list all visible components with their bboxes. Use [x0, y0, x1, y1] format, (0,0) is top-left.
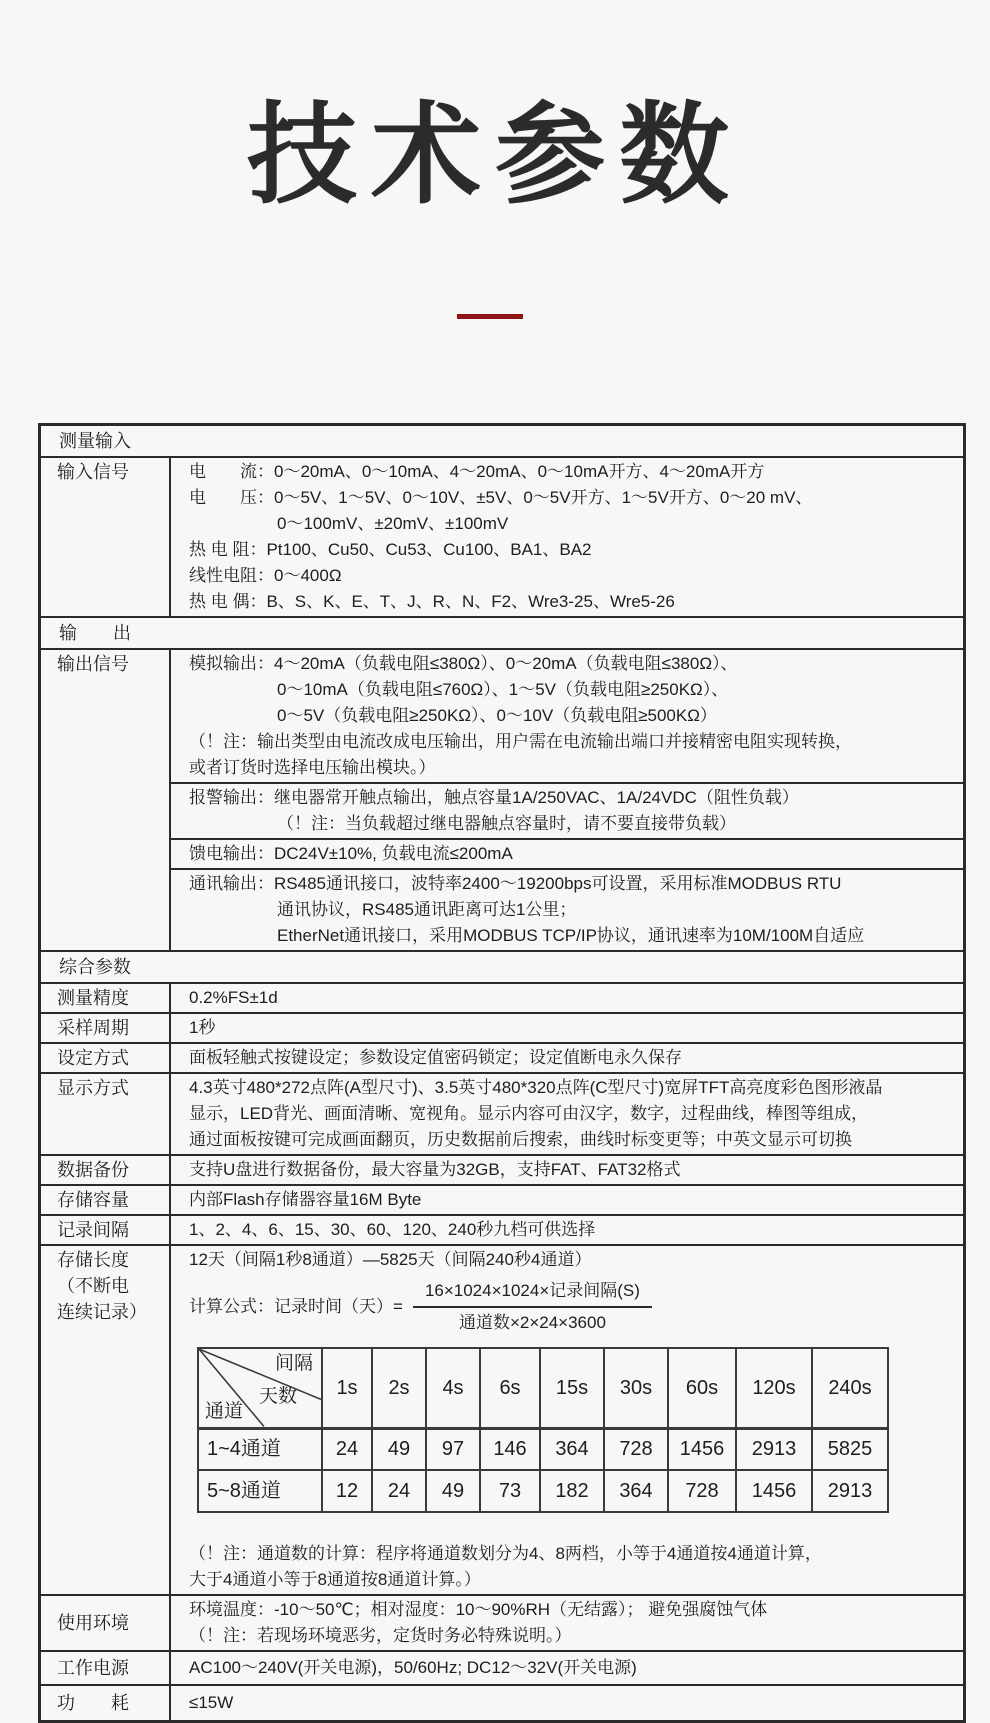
- analog-line-3: 0～5V（负载电阻≥250KΩ）、0～10V（负载电阻≥500KΩ）: [277, 706, 717, 725]
- cell: 1456: [736, 1470, 812, 1512]
- row-value: [171, 458, 963, 616]
- row-label: [41, 1246, 171, 1594]
- spec-row-display: [41, 1072, 963, 1154]
- row-value: ≤15W: [189, 1693, 234, 1712]
- alarm-line-1: 报警输出：继电器常开触点输出，触点容量1A/250VAC、1A/24VDC（阻性负载）: [189, 788, 799, 807]
- cell: 2913: [736, 1428, 812, 1470]
- comm-line-1: 通讯输出：RS485通讯接口，波特率2400～19200bps可设置，采用标准MODBUS RTU: [189, 874, 842, 893]
- cell: 364: [540, 1428, 604, 1470]
- storage-fraction: [413, 1279, 652, 1335]
- row-label: 设定方式: [41, 1044, 171, 1072]
- table-row: [198, 1470, 888, 1512]
- storage-summary-line: 12天（间隔1秒8通道）—5825天（间隔240秒4通道）: [189, 1250, 592, 1269]
- storage-note-line-1: （！注：通道数的计算：程序将通道数划分为4、8两档，小等于4通道按4通道计算，: [189, 1544, 822, 1563]
- col-header: 6s: [480, 1348, 540, 1428]
- alarm-output-block: [171, 782, 963, 838]
- cell: 2913: [812, 1470, 888, 1512]
- col-header: 2s: [372, 1348, 426, 1428]
- col-header: 240s: [812, 1348, 888, 1428]
- alarm-note: （！注：当负载超过继电器触点容量时，请不要直接带负载）: [277, 814, 736, 833]
- title-accent-line: [457, 314, 523, 319]
- storage-label-line-3: 连续记录）: [57, 1302, 147, 1322]
- storage-days-table: [197, 1347, 889, 1513]
- section-row-output: 输 出: [41, 616, 963, 648]
- row-value: 内部Flash存储器容量16M Byte: [189, 1190, 422, 1209]
- row-label: 输入信号: [41, 458, 171, 616]
- comm-output-block: [171, 868, 963, 950]
- storage-note-line-2: 大于4通道小等于8通道按8通道计算。）: [189, 1570, 481, 1589]
- fraction-numerator: 16×1024×1024×记录间隔(S): [413, 1279, 652, 1308]
- cell: 49: [426, 1470, 480, 1512]
- fraction-denominator: 通道数×2×24×3600: [458, 1313, 606, 1332]
- spec-row-setting: [41, 1042, 963, 1072]
- row-label: 输出信号: [41, 650, 171, 950]
- spec-row-output-signal: [41, 648, 963, 950]
- cell: 24: [372, 1470, 426, 1512]
- cell: 73: [480, 1470, 540, 1512]
- environment-line-1: 环境温度：-10～50℃；相对湿度：10～90%RH（无结露）； 避免强腐蚀气体: [189, 1600, 768, 1619]
- col-header: 15s: [540, 1348, 604, 1428]
- page-title: 技术参数: [247, 94, 743, 217]
- spec-row-interval: [41, 1214, 963, 1244]
- spec-row-sampling: [41, 1012, 963, 1042]
- cell: 12: [322, 1470, 372, 1512]
- storage-note: [189, 1541, 955, 1593]
- cell: 364: [604, 1470, 668, 1512]
- spec-row-accuracy: [41, 982, 963, 1012]
- corner-label-interval: 间隔: [274, 1353, 313, 1374]
- display-line-1: 4.3英寸480*272点阵(A型尺寸)、3.5英寸480*320点阵(C型尺寸)宽屏TFT高亮度彩色图形液晶: [189, 1078, 883, 1097]
- input-voltage-cont-line: 0～100mV、±20mV、±100mV: [277, 514, 509, 533]
- row-label: 测量精度: [41, 984, 171, 1012]
- row-value: 支持U盘进行数据备份，最大容量为32GB，支持FAT、FAT32格式: [189, 1160, 681, 1179]
- row-label: 存储容量: [41, 1186, 171, 1214]
- input-thermocouple-line: 热 电 偶：B、S、K、E、T、J、R、N、F2、Wre3-25、Wre5-26: [189, 592, 675, 611]
- row-value: 面板轻触式按键设定；参数设定值密码锁定；设定值断电永久保存: [189, 1048, 682, 1067]
- cell: 49: [372, 1428, 426, 1470]
- comm-line-2: 通讯协议，RS485通讯距离可达1公里；: [277, 900, 577, 919]
- row-label: 功 耗: [41, 1686, 171, 1720]
- spec-table: [38, 423, 966, 1723]
- cell: 97: [426, 1428, 480, 1470]
- spec-row-consumption: [41, 1684, 963, 1720]
- row-value: [171, 1596, 963, 1650]
- cell: 728: [604, 1428, 668, 1470]
- spec-row-power: [41, 1650, 963, 1684]
- row-label: 使用环境: [41, 1596, 171, 1650]
- spec-row-storage-length: [41, 1244, 963, 1594]
- display-line-3: 通过面板按键可完成画面翻页，历史数据前后搜索，曲线时标变更等；中英文显示可切换: [189, 1130, 852, 1149]
- formula-prefix: 计算公式：记录时间（天）=: [189, 1297, 403, 1316]
- input-current-line: 电 流：0～20mA、0～10mA、4～20mA、0～10mA开方、4～20mA开方: [189, 462, 765, 481]
- input-voltage-line: 电 压：0～5V、1～5V、0～10V、±5V、0～5V开方、1～5V开方、0～20 mV、: [189, 488, 813, 507]
- table-row: [198, 1428, 888, 1470]
- row-label: 工作电源: [41, 1652, 171, 1684]
- input-rtd-line: 热 电 阻：Pt100、Cu50、Cu53、Cu100、BA1、BA2: [189, 540, 592, 559]
- section-row-general-params: 综合参数: [41, 950, 963, 982]
- row-value: [171, 1246, 963, 1594]
- storage-formula: [189, 1279, 955, 1335]
- spec-row-capacity: [41, 1184, 963, 1214]
- comm-line-3: EtherNet通讯接口，采用MODBUS TCP/IP协议，通讯速率为10M/100M自适应: [277, 926, 865, 945]
- row-value: [171, 650, 963, 950]
- row-value: 0.2%FS±1d: [189, 988, 278, 1007]
- col-header: 1s: [322, 1348, 372, 1428]
- feed-output-block: [171, 838, 963, 868]
- cell: 24: [322, 1428, 372, 1470]
- row-value: 1秒: [189, 1018, 216, 1037]
- row-header: 1~4通道: [198, 1428, 322, 1470]
- cell: 1456: [668, 1428, 736, 1470]
- corner-cell: [198, 1348, 322, 1428]
- cell: 728: [668, 1470, 736, 1512]
- environment-line-2: （！注：若现场环境恶劣，定货时务必特殊说明。）: [189, 1626, 572, 1645]
- row-label: 数据备份: [41, 1156, 171, 1184]
- row-value: AC100～240V(开关电源)，50/60Hz; DC12～32V(开关电源): [189, 1658, 637, 1677]
- analog-note-1: （！注：输出类型由电流改成电压输出，用户需在电流输出端口并接精密电阻实现转换，: [189, 732, 852, 751]
- storage-table-header-row: [198, 1348, 888, 1428]
- storage-label-line-2: （不断电: [57, 1276, 129, 1296]
- col-header: 120s: [736, 1348, 812, 1428]
- corner-label-channel: 通道: [205, 1400, 244, 1422]
- row-value: 1、2、4、6、15、30、60、120、240秒九档可供选择: [189, 1220, 596, 1239]
- row-label: 显示方式: [41, 1074, 171, 1154]
- spec-row-backup: [41, 1154, 963, 1184]
- display-line-2: 显示，LED背光、画面清晰、宽视角。显示内容可由汉字，数字，过程曲线，棒图等组成，: [189, 1104, 869, 1123]
- row-label: 采样周期: [41, 1014, 171, 1042]
- spec-row-input-signal: [41, 456, 963, 616]
- cell: 146: [480, 1428, 540, 1470]
- analog-line-2: 0～10mA（负载电阻≤760Ω）、1～5V（负载电阻≥250KΩ）、: [277, 680, 729, 699]
- cell: 182: [540, 1470, 604, 1512]
- analog-output-block: [171, 650, 963, 782]
- spec-row-environment: [41, 1594, 963, 1650]
- analog-note-2: 或者订货时选择电压输出模块。）: [189, 758, 436, 777]
- corner-label-days: 天数: [259, 1386, 298, 1407]
- analog-line-1: 模拟输出：4～20mA（负载电阻≤380Ω）、0～20mA（负载电阻≤380Ω）、: [189, 654, 738, 673]
- cell: 5825: [812, 1428, 888, 1470]
- feed-line-1: 馈电输出：DC24V±10%, 负载电流≤200mA: [189, 844, 513, 863]
- storage-label-line-1: 存储长度: [57, 1250, 129, 1270]
- input-linear-resistance-line: 线性电阻：0～400Ω: [189, 566, 342, 585]
- col-header: 4s: [426, 1348, 480, 1428]
- row-header: 5~8通道: [198, 1470, 322, 1512]
- col-header: 60s: [668, 1348, 736, 1428]
- row-value: [171, 1074, 963, 1154]
- section-row-measurement-input: 测量输入: [59, 431, 131, 451]
- col-header: 30s: [604, 1348, 668, 1428]
- row-label: 记录间隔: [41, 1216, 171, 1244]
